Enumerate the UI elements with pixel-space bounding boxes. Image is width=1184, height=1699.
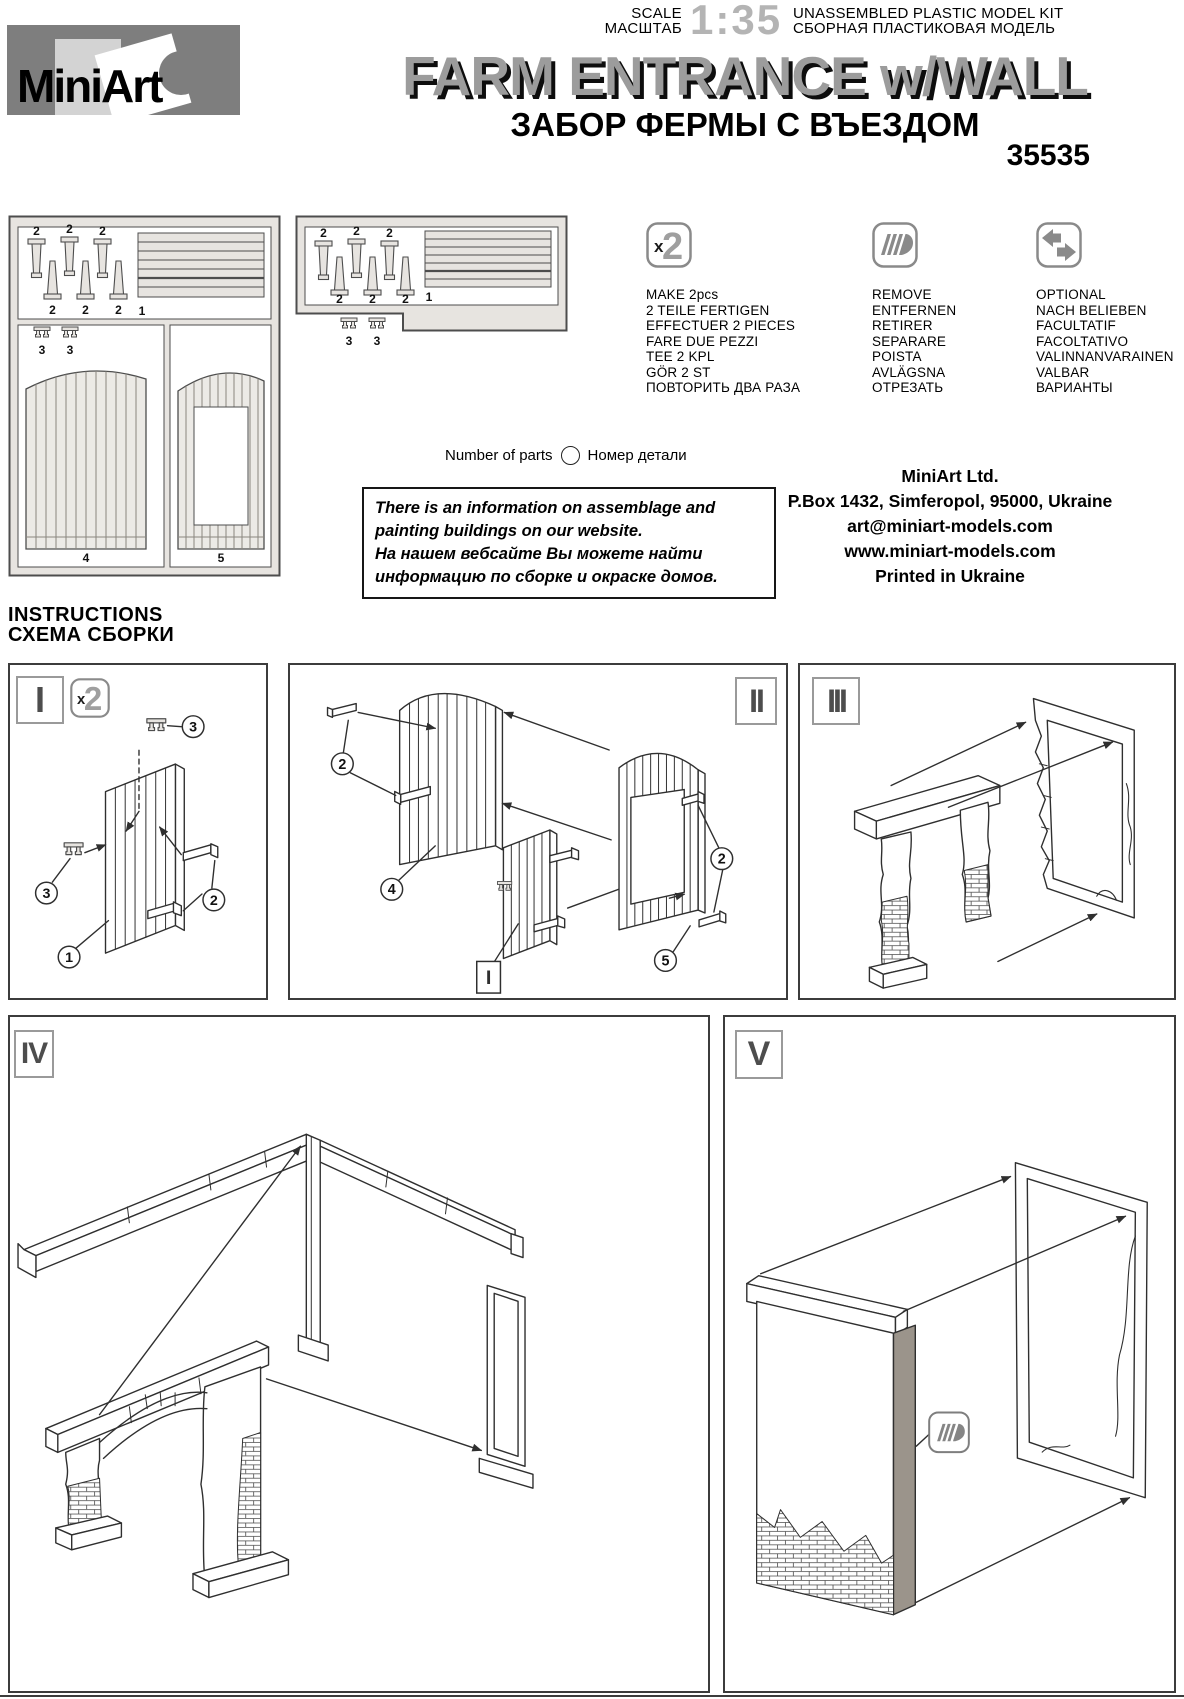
instructions-en: INSTRUCTIONS [8, 604, 163, 626]
svg-text:4: 4 [387, 882, 396, 899]
kit-title-ru: ЗАБОР ФЕРМЫ С ВЪЕЗДОМ [510, 106, 980, 143]
step-5-diagram [725, 1017, 1174, 1691]
legend-make-2pcs [646, 222, 846, 396]
sprue-a-diagram [8, 215, 281, 577]
assembly-step-4-panel [8, 1015, 710, 1693]
step-2-label: II [735, 677, 777, 725]
svg-text:2: 2 [83, 681, 103, 718]
svg-text:3: 3 [66, 343, 74, 357]
svg-text:2: 2 [386, 226, 393, 240]
assembly-step-2-panel [288, 663, 788, 1000]
sprue-a-gate-5 [178, 365, 264, 549]
contact-company: MiniArt Ltd. [901, 466, 999, 486]
svg-text:3: 3 [189, 719, 198, 736]
sprue-a-gate-4 [26, 363, 146, 549]
legend-optional-lines: OPTIONAL NACH BELIEBEN FACULTATIF FACOLTATIVO VALINNANVARAINEN VALBAR ВАРИАНТЫ [1036, 287, 1174, 395]
x2-icon [646, 222, 692, 268]
svg-text:2: 2 [336, 292, 343, 306]
svg-text:2: 2 [99, 224, 106, 238]
svg-text:5: 5 [217, 551, 225, 565]
contact-printed: Printed in Ukraine [875, 566, 1025, 586]
svg-text:2: 2 [209, 892, 218, 909]
website-note-ru: На нашем вебсайте Вы можете найти информацию по сборке и окраске домов. [375, 545, 718, 586]
svg-text:3: 3 [345, 334, 353, 348]
step-1-subassembly-ref [477, 961, 501, 993]
optional-icon [1036, 222, 1082, 268]
svg-text:3: 3 [373, 334, 381, 348]
number-of-parts-key [445, 446, 687, 465]
svg-text:2: 2 [402, 292, 409, 306]
svg-text:2: 2 [66, 222, 73, 236]
kit-number: 35535 [1006, 139, 1090, 172]
manufacturer-contact [770, 464, 1130, 589]
svg-text:2: 2 [369, 292, 376, 306]
svg-text:1: 1 [425, 290, 433, 304]
sprue-b-diagram [295, 215, 568, 350]
assembly-step-5-panel [723, 1015, 1176, 1693]
step-4-diagram [10, 1017, 708, 1691]
contact-email: art@miniart-models.com [847, 516, 1053, 536]
x2-icon [70, 678, 110, 718]
svg-text:2: 2 [338, 756, 347, 773]
svg-text:x: x [76, 692, 86, 709]
part-number-circle-icon [561, 446, 580, 465]
svg-text:I: I [485, 967, 492, 990]
svg-text:2: 2 [320, 226, 327, 240]
kit-type [793, 6, 1063, 36]
kit-title-en: FARM ENTRANCE w/WALL [402, 45, 1088, 107]
svg-text:2: 2 [717, 851, 726, 868]
svg-text:1: 1 [65, 949, 74, 966]
step-3-label: III [812, 677, 860, 725]
instructions-heading [8, 605, 174, 645]
svg-text:3: 3 [38, 343, 46, 357]
scale-label-ru: МАСШТАБ [604, 20, 682, 37]
assembly-step-3-panel [798, 663, 1176, 1000]
brand-logo [7, 25, 240, 115]
scale-value: 1:35 [690, 0, 783, 43]
svg-text:3: 3 [42, 885, 51, 902]
page-edge-line [0, 1695, 1184, 1697]
step-4-label: IV [14, 1030, 54, 1078]
kit-type-en: UNASSEMBLED PLASTIC MODEL KIT [793, 5, 1064, 22]
contact-address: P.Box 1432, Simferopol, 95000, Ukraine [787, 491, 1113, 511]
svg-text:x: x [654, 237, 664, 256]
scale-label-en: SCALE [631, 5, 682, 22]
sprue-a-plank-strip [138, 233, 264, 297]
website-note-en: There is an information on assemblage and painting buildings on our website. [375, 499, 716, 540]
step-1-label: I [16, 676, 64, 724]
kit-type-ru: СБОРНАЯ ПЛАСТИКОВАЯ МОДЕЛЬ [793, 20, 1056, 37]
svg-text:5: 5 [661, 953, 670, 970]
number-of-parts-en: Number of parts [445, 447, 553, 464]
svg-text:1: 1 [138, 304, 146, 318]
svg-text:2: 2 [82, 303, 89, 317]
step-5-label: V [735, 1030, 783, 1079]
legend-remove-lines: REMOVE ENTFERNEN RETIRER SEPARARE POISTA AVLÄGSNA ОТРЕЗАТЬ [872, 287, 957, 395]
scale-labels [540, 6, 682, 36]
svg-text:4: 4 [82, 551, 90, 565]
svg-text:2: 2 [49, 303, 56, 317]
instructions-ru: СХЕМА СБОРКИ [8, 624, 175, 646]
legend-make-lines: MAKE 2pcs 2 TEILE FERTIGEN EFFECTUER 2 PIECES FARE DUE PEZZI TEE 2 KPL GÖR 2 ST ПОВТОРИТЬ ДВА РАЗА [646, 287, 801, 395]
number-of-parts-ru: Номер детали [587, 447, 687, 464]
svg-text:2: 2 [353, 224, 360, 238]
svg-text:2: 2 [33, 224, 40, 238]
contact-website: www.miniart-models.com [844, 541, 1056, 561]
svg-text:2: 2 [662, 226, 684, 268]
brand-name: MiniArt [17, 60, 162, 112]
assembly-step-1-panel [8, 663, 268, 1000]
remove-icon [872, 222, 918, 268]
remove-icon [929, 1412, 969, 1452]
sprue-b-plank-strip [425, 231, 551, 287]
svg-text:2: 2 [115, 303, 122, 317]
legend-optional [1036, 222, 1184, 396]
logo-circle [159, 51, 203, 95]
step-2-diagram [290, 665, 786, 998]
website-note-box [362, 487, 776, 599]
